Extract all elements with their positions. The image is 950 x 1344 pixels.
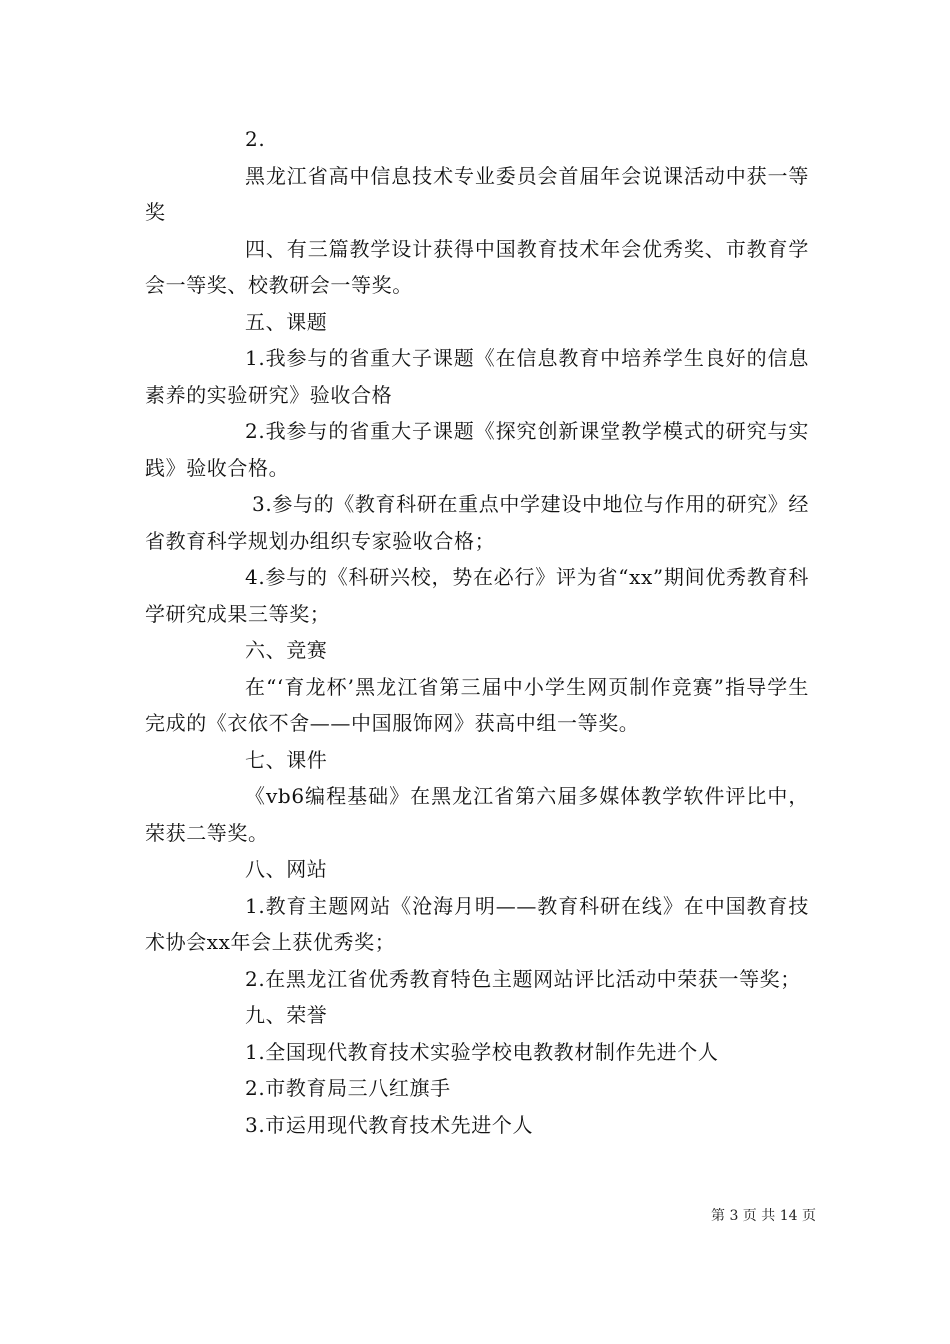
paragraph-competition: 在“‘育龙杯’黑龙江省第三届中小学生网页制作竞赛”指导学生完成的《衣依不舍——中国服饰网》获高中组一等奖。 (145, 674, 809, 735)
paragraph-award-lesson-talk: 黑龙江省高中信息技术专业委员会首届年会说课活动中获一等奖 (145, 163, 809, 224)
paragraph-project-1: 1.我参与的省重大子课题《在信息教育中培养学生良好的信息素养的实验研究》验收合格 (145, 346, 809, 407)
heading-section-nine: 九、荣誉 (245, 1003, 328, 1027)
paragraph-section-four: 四、有三篇教学设计获得中国教育技术年会优秀奖、市教育学会一等奖、校教研会一等奖。 (145, 236, 809, 297)
heading-section-eight: 八、网站 (245, 857, 328, 881)
paragraph-website-2: 2.在黑龙江省优秀教育特色主题网站评比活动中荣获一等奖； (245, 966, 801, 991)
page-number-footer: 第 3 页 共 14 页 (711, 1208, 816, 1224)
paragraph-courseware: 《vb6编程基础》在黑龙江省第六届多媒体教学软件评比中，荣获二等奖。 (145, 784, 809, 845)
heading-section-five: 五、课题 (245, 309, 328, 334)
paragraph-honor-2: 2.市教育局三八红旗手 (245, 1076, 451, 1100)
paragraph-item-number: 2. (245, 127, 266, 151)
paragraph-project-3: 3.参与的《教育科研在重点中学建设中地位与作用的研究》经省教育科学规划办组织专家验收合格； (145, 492, 809, 553)
paragraph-project-4: 4.参与的《科研兴校，势在必行》评为省“xx”期间优秀教育科学研究成果三等奖； (145, 565, 809, 626)
paragraph-honor-3: 3.市运用现代教育技术先进个人 (245, 1112, 534, 1137)
heading-section-seven: 七、课件 (245, 747, 328, 772)
document-body (145, 121, 809, 1143)
paragraph-website-1: 1.教育主题网站《沧海月明——教育科研在线》在中国教育技术协会xx年会上获优秀奖； (145, 893, 809, 954)
paragraph-honor-1: 1.全国现代教育技术实验学校电教教材制作先进个人 (245, 1039, 719, 1064)
heading-section-six: 六、竞赛 (245, 638, 328, 662)
paragraph-project-2: 2.我参与的省重大子课题《探究创新课堂教学模式的研究与实践》验收合格。 (145, 419, 809, 480)
